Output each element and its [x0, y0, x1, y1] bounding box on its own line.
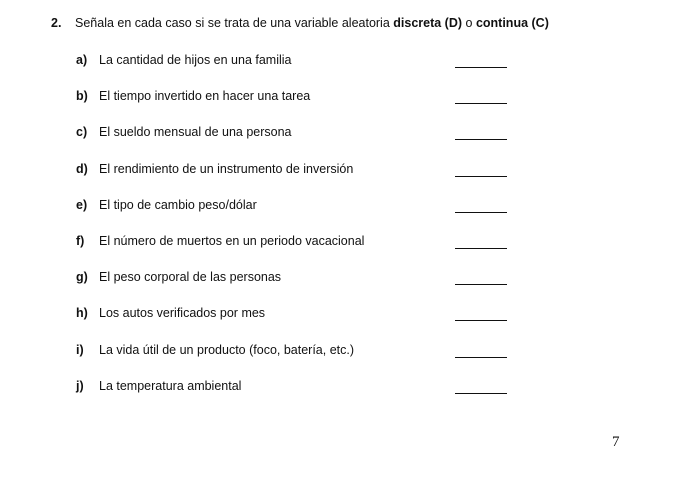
item-text: El rendimiento de un instrumento de inversión — [99, 161, 354, 176]
item-text: El sueldo mensual de una persona — [99, 125, 292, 140]
list-item — [76, 125, 516, 161]
list-item — [76, 198, 516, 234]
item-text: El número de muertos en un periodo vacacional — [99, 233, 365, 248]
item-letter: h) — [76, 306, 88, 321]
item-text: La vida útil de un producto (foco, batería, etc.) — [99, 342, 355, 357]
question-number: 2. — [51, 16, 62, 30]
list-item — [76, 89, 516, 125]
answer-blank[interactable] — [455, 393, 507, 394]
label-discreta: discreta (D) — [393, 16, 463, 30]
list-item — [76, 234, 516, 270]
answer-blank[interactable] — [455, 248, 507, 249]
answer-blank[interactable] — [455, 67, 507, 68]
item-list — [76, 53, 516, 415]
answer-blank[interactable] — [455, 176, 507, 177]
answer-blank[interactable] — [455, 139, 507, 140]
question-prompt: Señala en cada caso si se trata de una variable aleatoria — [75, 16, 394, 30]
list-item — [76, 162, 516, 198]
item-letter: i) — [76, 342, 84, 357]
item-letter: d) — [76, 161, 88, 176]
item-text: La cantidad de hijos en una familia — [99, 53, 292, 67]
answer-blank[interactable] — [455, 320, 507, 321]
item-letter: e) — [76, 197, 88, 212]
list-item — [76, 343, 516, 379]
item-letter: c) — [76, 125, 88, 140]
label-continua: continua (C) — [475, 16, 549, 30]
item-text: Los autos verificados por mes — [99, 306, 266, 321]
item-letter: b) — [76, 89, 88, 104]
answer-blank[interactable] — [455, 284, 507, 285]
item-text: El tiempo invertido en hacer una tarea — [99, 89, 311, 104]
item-letter: g) — [76, 270, 88, 285]
question-heading — [51, 16, 549, 30]
list-item — [76, 53, 516, 89]
answer-blank[interactable] — [455, 212, 507, 213]
list-item — [76, 306, 516, 342]
item-letter: f) — [76, 233, 85, 248]
item-text: El tipo de cambio peso/dólar — [99, 197, 257, 212]
item-letter: j) — [76, 378, 84, 393]
list-item — [76, 379, 516, 415]
list-item — [76, 270, 516, 306]
item-letter: a) — [76, 53, 88, 67]
item-text: La temperatura ambiental — [99, 378, 242, 393]
item-text: El peso corporal de las personas — [99, 270, 282, 285]
answer-blank[interactable] — [455, 357, 507, 358]
answer-blank[interactable] — [455, 103, 507, 104]
prompt-connector: o — [462, 16, 476, 30]
page-number: 7 — [612, 434, 620, 450]
